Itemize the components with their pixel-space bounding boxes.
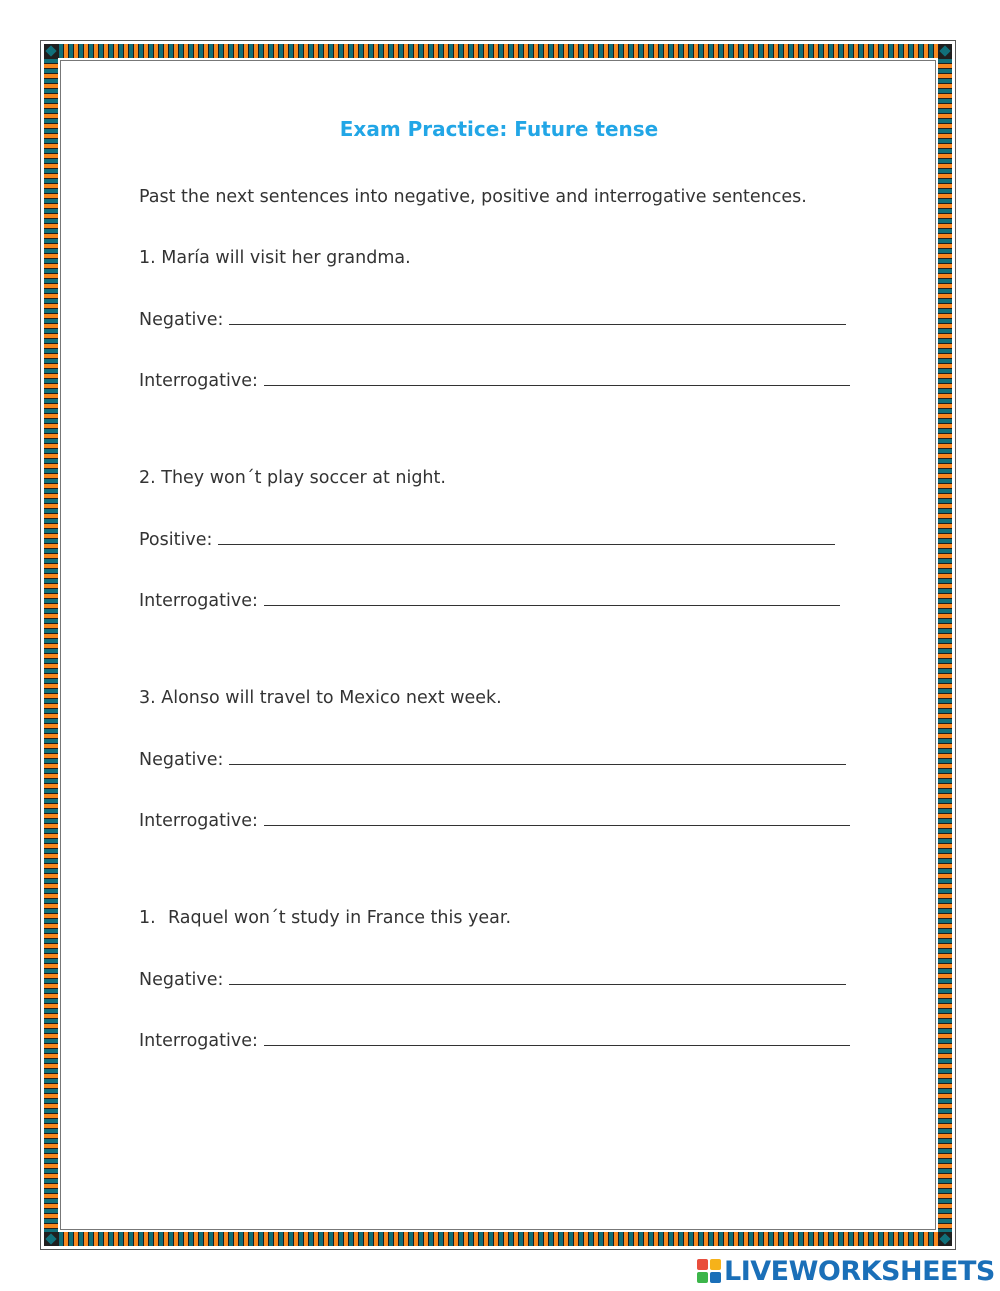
brand-name: LIVEWORKSHEETS [724, 1255, 995, 1287]
answer-blank-line[interactable] [229, 968, 846, 985]
answer-row-interrogative-1 [139, 369, 850, 392]
logo-square-2 [710, 1259, 721, 1270]
answer-row-interrogative-2 [139, 589, 840, 612]
answer-label: Interrogative: [139, 1031, 258, 1051]
worksheet-title: Exam Practice: Future tense [339, 117, 659, 141]
answer-label: Negative: [139, 310, 224, 330]
decorative-border-top [44, 44, 952, 58]
answer-label: Interrogative: [139, 591, 258, 611]
answer-blank-line[interactable] [264, 589, 840, 606]
answer-row-interrogative-4 [139, 1029, 850, 1052]
answer-label: Negative: [139, 970, 224, 990]
answer-row-interrogative-3 [139, 809, 850, 832]
decorative-border-left [44, 44, 58, 1246]
answer-blank-line[interactable] [264, 809, 850, 826]
answer-label: Positive: [139, 530, 213, 550]
exercise-sentence-4 [139, 907, 511, 929]
decorative-border-right [938, 44, 952, 1246]
decorative-border-bottom [44, 1232, 952, 1246]
answer-blank-line[interactable] [264, 1029, 850, 1046]
logo-square-1 [697, 1259, 708, 1270]
inner-frame [60, 60, 936, 1230]
answer-label: Interrogative: [139, 811, 258, 831]
answer-row-negative-3 [139, 748, 846, 771]
item-sentence: Raquel won´t study in France this year. [168, 908, 512, 928]
instructions: Past the next sentences into negative, positive and interrogative sentences. [139, 187, 807, 207]
exercise-sentence-1: 1. María will visit her grandma. [139, 248, 411, 268]
answer-row-positive-2 [139, 528, 835, 551]
border-corner-bottom-left [44, 1232, 58, 1246]
answer-label: Interrogative: [139, 371, 258, 391]
item-number: 1. [139, 908, 156, 928]
answer-blank-line[interactable] [229, 308, 846, 325]
answer-label: Negative: [139, 750, 224, 770]
border-corner-top-right [938, 44, 952, 58]
liveworksheets-brand[interactable] [697, 1257, 995, 1285]
answer-row-negative-4 [139, 968, 846, 991]
answer-blank-line[interactable] [229, 748, 846, 765]
exercise-sentence-3: 3. Alonso will travel to Mexico next week. [139, 688, 502, 708]
logo-square-3 [697, 1272, 708, 1283]
exercise-sentence-2: 2. They won´t play soccer at night. [139, 468, 446, 488]
answer-blank-line[interactable] [264, 369, 850, 386]
answer-row-negative-1 [139, 308, 846, 331]
logo-square-4 [710, 1272, 721, 1283]
border-corner-bottom-right [938, 1232, 952, 1246]
answer-blank-line[interactable] [218, 528, 835, 545]
border-corner-top-left [44, 44, 58, 58]
liveworksheets-logo-icon [697, 1259, 721, 1283]
